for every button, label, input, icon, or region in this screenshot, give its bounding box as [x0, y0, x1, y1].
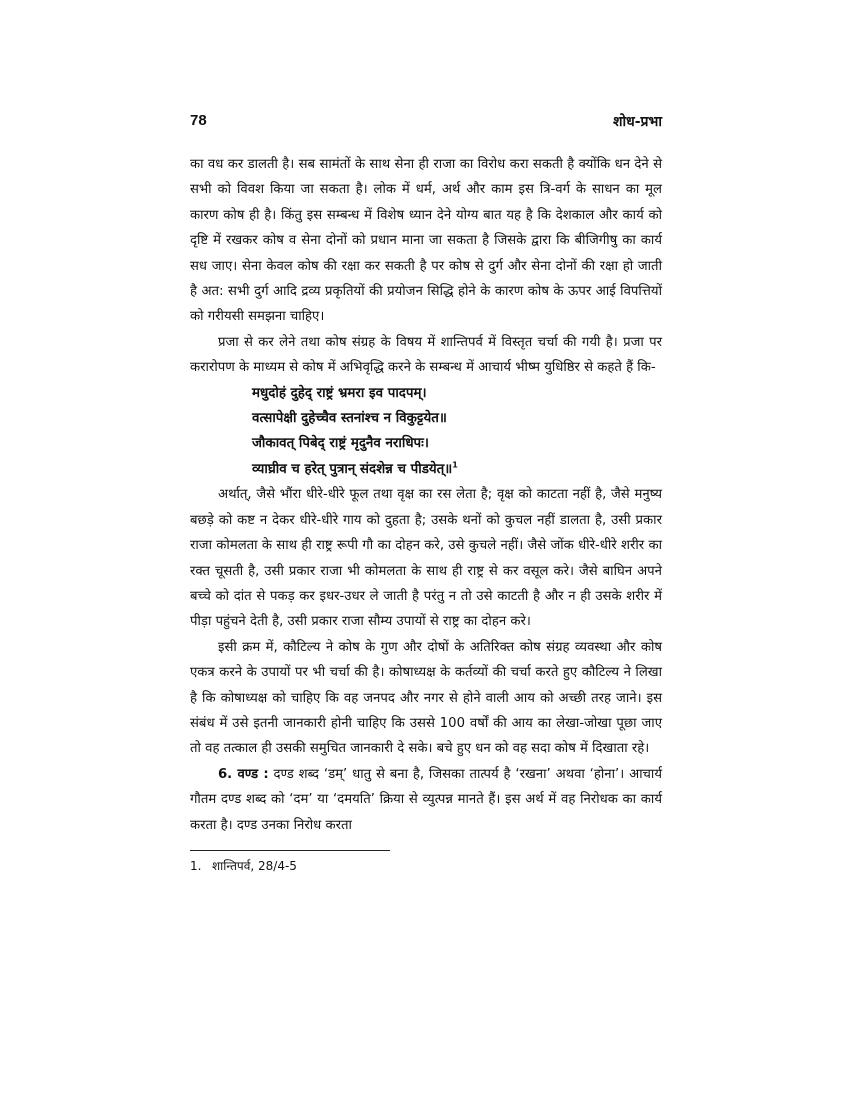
verse-line-4: व्याघ्रीव च हरेत् पुत्रान् संदशेन्न च पीडयेत्॥: [252, 461, 453, 477]
page-header: [190, 112, 662, 138]
page-number: 78: [190, 112, 207, 129]
footnote: [190, 857, 662, 875]
paragraph-2: प्रजा से कर लेने तथा कोष संग्रह के विषय में शान्तिपर्व में विस्तृत चर्चा की गयी है। प्रजा पर करारोपण के माध्यम से कोष में अभिवृद्धि करने के सम्बन्ध में आचार्य भीष्म युधिष्ठिर से कहते हैं कि-: [190, 334, 662, 376]
paragraph-4: इसी क्रम में, कौटिल्य ने कोष के गुण और दोषों के अतिरिक्त कोष संग्रह व्यवस्था और कोष एकत्र करने के उपायों पर भी चर्चा की है। कोषाध्यक्ष के कर्तव्यों की चर्चा करते हुए कौटिल्य ने लिखा है कि कोषाध्यक्ष को चाहिए कि वह जनपद और नगर से होने वाली आय को अच्छी तरह जाने। इस संबंध में उसे इतनी जानकारी होनी चाहिए कि उससे 100 वर्षों की आय का लेखा-जोखा पूछा जाए तो वह तत्काल ही उसकी समुचित जानकारी दे सके। बचे हुए धन को वह सदा कोष में दिखाता रहे।: [190, 639, 662, 757]
paragraph-5: [190, 762, 662, 838]
paragraph-1: का वध कर डालती है। सब सामंतों के साथ सेना ही राजा का विरोध करा सकती है क्योंकि धन देने से सभी को विवश किया जा सकता है। लोक में धर्म, अर्थ और काम इस त्रि-वर्ग के साधन का मूल कारण कोष ही है। किंतु इस सम्बन्ध में विशेष ध्यान देने योग्य बात यह है कि देशकाल और कार्य को दृष्टि में रखकर कोष व सेना दोनों को प्रधान माना जा सकता है जिसके द्वारा कि बीजिगीषु का कार्य सध जाए। सेना केवल कोष की रक्षा कर सकती है पर कोष से दुर्ग और सेना दोनों की रक्षा हो जाती है अत: सभी दुर्ग आदि द्रव्य प्रकृतियों की प्रयोजन सिद्धि होने के कारण कोष के ऊपर आई विपत्तियों को गरीयसी समझना चाहिए।: [190, 157, 662, 325]
verse-line-3: जौकावत् पिबेद् राष्ट्रं मृदुनैव नराधिपः।: [252, 436, 429, 452]
footnote-divider: [190, 850, 390, 851]
section-heading: 6. वण्ड :: [218, 766, 269, 782]
verse-line-1: मधुदोहं दुहेद् राष्ट्रं भ्रमरा इव पादपम्।: [252, 385, 427, 401]
sanskrit-verse: [190, 381, 662, 483]
paragraph-3: अर्थात्, जैसे भौंरा धीरे-धीरे फूल तथा वृक्ष का रस लेता है; वृक्ष को काटता नहीं है, जैसे मनुष्य बछड़े को कष्ट न देकर धीरे-धीरे गाय को दुहता है; उसके थनों को कुचल नहीं डालता है, उसी प्रकार राजा कोमलता के साथ ही राष्ट्र रूपी गौ का दोहन करे, उसे कुचले नहीं। जैसे जोंक धीरे-धीरे शरीर का रक्त चूसती है, उसी प्रकार राजा भी कोमलता के साथ ही राष्ट्र से कर वसूल करे। जैसे बाघिन अपने बच्चे को दांत से पकड़ कर इधर-उधर ले जाती है परंतु न तो उसे काटती है और न ही उसके शरीर में पीड़ा पहुंचने देती है, उसी प्रकार राजा सौम्य उपायों से राष्ट्र का दोहन करे।: [190, 487, 662, 630]
running-head: शोध-प्रभा: [612, 114, 662, 130]
page: [190, 112, 662, 875]
footnote-marker: 1: [452, 460, 458, 470]
verse-line-4-wrapper: [252, 457, 662, 482]
footnote-text: शान्तिपर्व, 28/4-5: [212, 858, 297, 873]
body-text: [190, 152, 662, 838]
paragraph-5-text: दण्ड शब्द ‘डम्’ धातु से बना है, जिसका तात्पर्य है ‘रखना’ अथवा ‘होना’। आचार्य गौतम दण्ड शब्द को ‘दम’ या ‘दमयति’ क्रिया से व्युत्पन्न मानते हैं। इस अर्थ में वह निरोधक का कार्य करता है। दण्ड उनका निरोध करता: [190, 766, 662, 833]
footnote-number: 1.: [190, 858, 202, 873]
verse-line-2: वत्सापेक्षी दुहेच्चैव स्तनांश्च न विकुट्टयेत॥: [252, 411, 447, 427]
